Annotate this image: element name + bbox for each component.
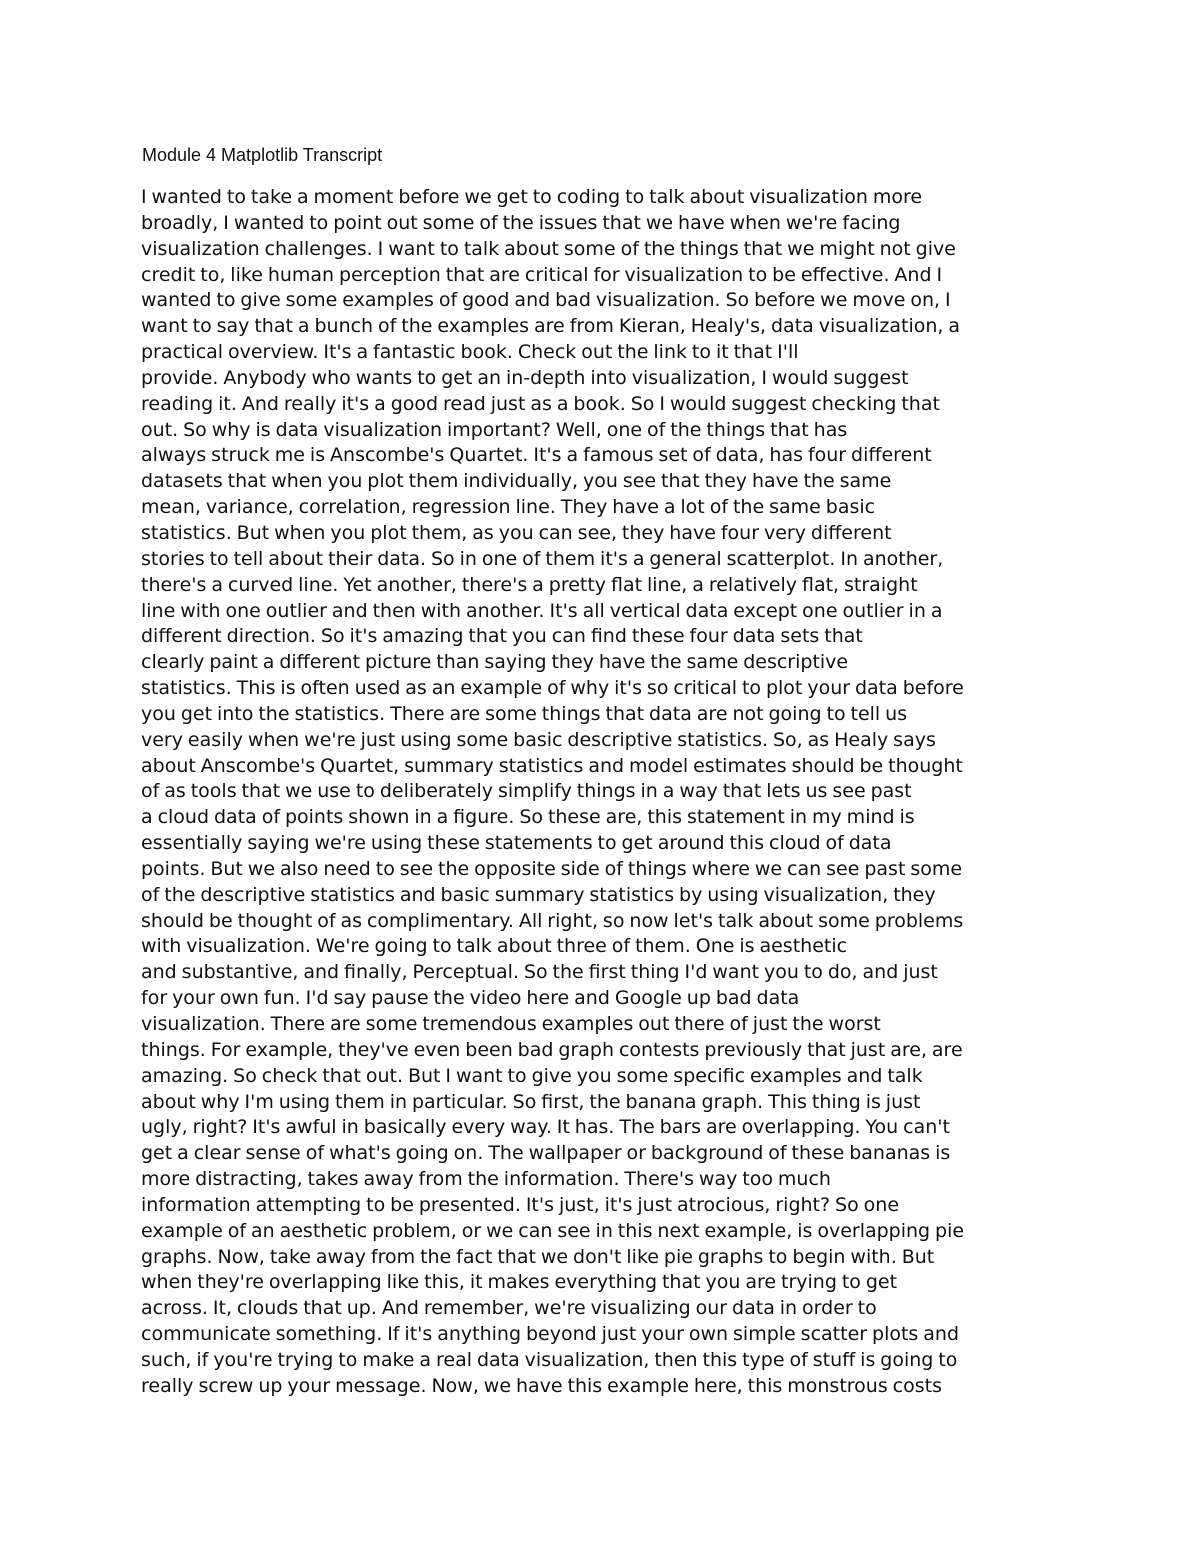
transcript-line: want to say that a bunch of the examples are from Kieran, Healy's, data visualization, a (141, 315, 961, 338)
transcript-line: there's a curved line. Yet another, there's a pretty flat line, a relatively flat, straight (141, 573, 918, 596)
transcript-line: you get into the statistics. There are some things that data are not going to tell us (141, 702, 908, 725)
transcript-line: across. It, clouds that up. And remember, we're visualizing our data in order to (141, 1297, 877, 1320)
transcript-line: really screw up your message. Now, we have this example here, this monstrous costs (141, 1374, 943, 1397)
transcript-line: visualization challenges. I want to talk about some of the things that we might not give (141, 237, 956, 260)
transcript-line: stories to tell about their data. So in one of them it's a general scatterplot. In another, (141, 547, 944, 570)
transcript-line: communicate something. If it's anything beyond just your own simple scatter plots and (141, 1323, 960, 1346)
transcript-line: reading it. And really it's a good read just as a book. So I would suggest checking that (141, 392, 940, 415)
transcript-line: I wanted to take a moment before we get to coding to talk about visualization more (141, 186, 923, 208)
transcript-line: amazing. So check that out. But I want to give you some specific examples and talk (141, 1064, 923, 1087)
transcript-line: about why I'm using them in particular. So first, the banana graph. This thing is just (141, 1090, 921, 1113)
transcript-body (141, 185, 1081, 1400)
transcript-line: about Anscombe's Quartet, summary statistics and model estimates should be thought (141, 754, 963, 777)
transcript-line: for your own fun. I'd say pause the video here and Google up bad data (141, 987, 800, 1010)
transcript-line: example of an aesthetic problem, or we can see in this next example, is overlapping pie (141, 1219, 965, 1242)
transcript-line: different direction. So it's amazing that you can find these four data sets that (141, 625, 863, 648)
transcript-line: wanted to give some examples of good and bad visualization. So before we move on, I (141, 289, 951, 312)
transcript-line: of as tools that we use to deliberately simplify things in a way that lets us see past (141, 780, 912, 803)
transcript-line: practical overview. It's a fantastic book. Check out the link to it that I'll (141, 341, 799, 364)
transcript-line: broadly, I wanted to point out some of the issues that we have when we're facing (141, 211, 901, 234)
transcript-line: statistics. But when you plot them, as you can see, they have four very different (141, 521, 892, 544)
transcript-line: graphs. Now, take away from the fact that we don't like pie graphs to begin with. But (141, 1245, 935, 1268)
transcript-line: provide. Anybody who wants to get an in-depth into visualization, I would suggest (141, 366, 909, 389)
transcript-line: credit to, like human perception that are critical for visualization to be effective. And I (141, 263, 943, 286)
document-title: Module 4 Matplotlib Transcript (142, 145, 383, 165)
transcript-line: clearly paint a different picture than saying they have the same descriptive (141, 651, 849, 674)
transcript-line: more distracting, takes away from the information. There's way too much (141, 1168, 831, 1191)
transcript-line: ugly, right? It's awful in basically every way. It has. The bars are overlapping. You can't (141, 1116, 950, 1139)
transcript-line: things. For example, they've even been bad graph contests previously that just are, are (141, 1038, 963, 1061)
transcript-line: when they're overlapping like this, it makes everything that you are trying to get (141, 1271, 898, 1294)
transcript-line: points. But we also need to see the opposite side of things where we can see past some (141, 857, 963, 880)
transcript-line: always struck me is Anscombe's Quartet. It's a famous set of data, has four different (141, 444, 932, 467)
transcript-line: line with one outlier and then with another. It's all vertical data except one outlier in a (141, 599, 943, 622)
transcript-line: with visualization. We're going to talk about three of them. One is aesthetic (141, 935, 848, 958)
transcript-line: visualization. There are some tremendous examples out there of just the worst (141, 1013, 881, 1035)
transcript-line: out. So why is data visualization important? Well, one of the things that has (141, 418, 848, 441)
transcript-line: and substantive, and finally, Perceptual. So the first thing I'd want you to do, and just (141, 961, 938, 984)
transcript-line: information attempting to be presented. It's just, it's just atrocious, right? So one (141, 1193, 900, 1216)
transcript-line: datasets that when you plot them individually, you see that they have the same (141, 470, 892, 493)
transcript-line: get a clear sense of what's going on. The wallpaper or background of these bananas is (141, 1142, 951, 1165)
transcript-line: very easily when we're just using some basic descriptive statistics. So, as Healy says (141, 728, 936, 751)
transcript-line: essentially saying we're using these statements to get around this cloud of data (141, 832, 892, 855)
transcript-line: statistics. This is often used as an example of why it's so critical to plot your data before (141, 677, 964, 700)
transcript-line: such, if you're trying to make a real data visualization, then this type of stuff is going to (141, 1348, 958, 1371)
transcript-line: mean, variance, correlation, regression line. They have a lot of the same basic (141, 496, 876, 519)
transcript-line: of the descriptive statistics and basic summary statistics by using visualization, they (141, 883, 936, 906)
transcript-line: a cloud data of points shown in a figure. So these are, this statement in my mind is (141, 806, 915, 829)
transcript-line: should be thought of as complimentary. All right, so now let's talk about some problems (141, 909, 964, 932)
